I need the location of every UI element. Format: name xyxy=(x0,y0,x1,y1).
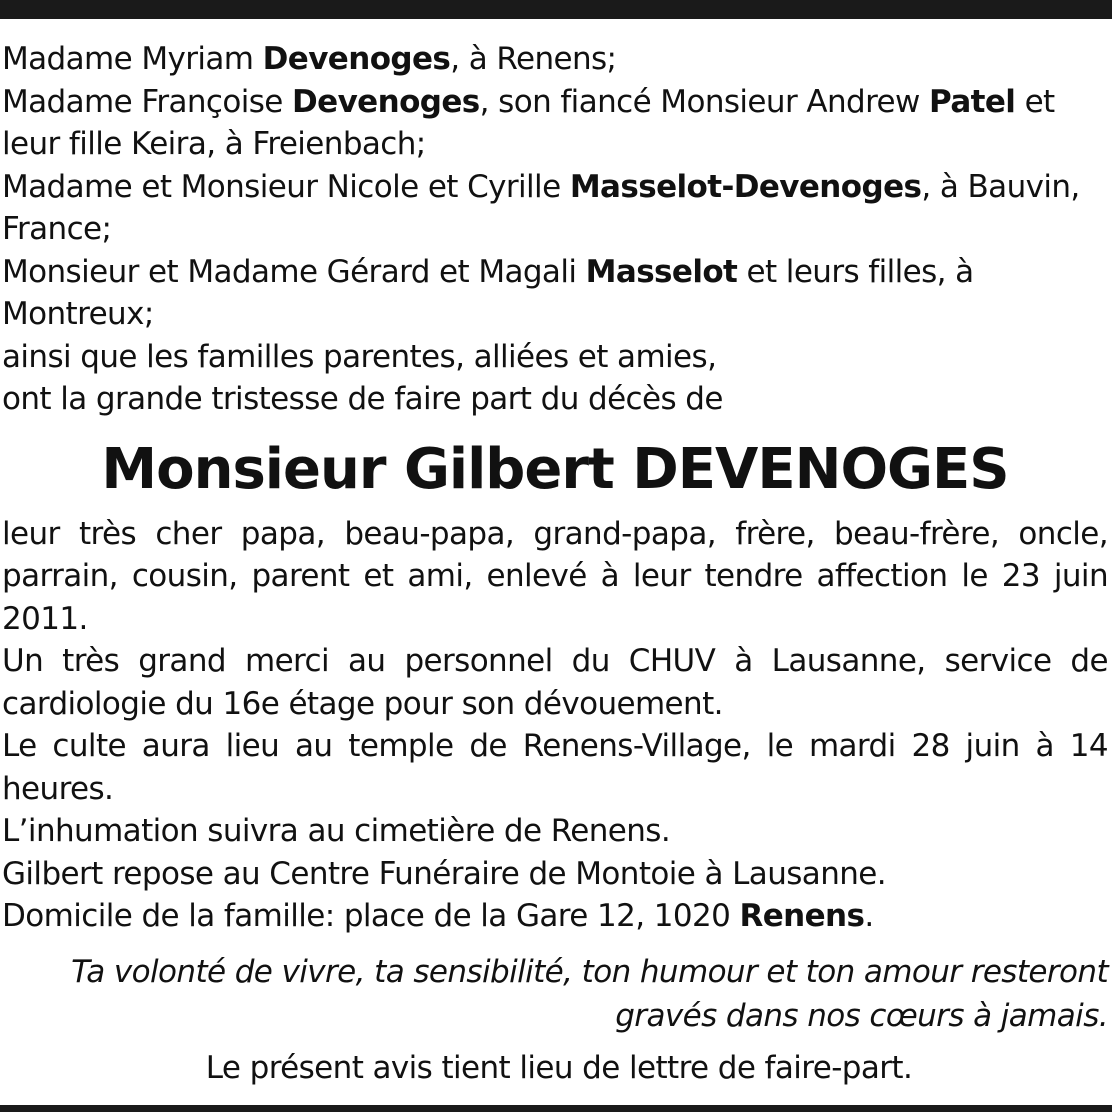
notice-text: Le présent avis tient lieu de lettre de faire-part. xyxy=(205,1049,913,1086)
thanks-text: Un très grand merci au personnel du CHUV à Lausanne, service de cardiologie du 16e étage pour son dévouement. xyxy=(2,643,1108,722)
service-text: Le culte aura lieu au temple de Renens-Village, le mardi 28 juin à 14 heures. xyxy=(2,728,1108,807)
obituary-notice xyxy=(2,38,1108,1090)
family-line: Monsieur et Madame Gérard et Magali Masselot et leurs filles, à Montreux; xyxy=(2,253,974,332)
family-line: Madame Myriam Devenoges, à Renens; xyxy=(2,41,617,77)
family-line: ainsi que les familles parentes, alliées et amies, xyxy=(2,338,717,375)
obituary-details xyxy=(2,513,1108,938)
family-list xyxy=(2,38,1108,421)
announcement-line: ont la grande tristesse de faire part du décès de xyxy=(2,381,723,417)
domicile-text: Domicile de la famille: place de la Gare 12, 1020 Renens. xyxy=(2,898,874,934)
quote-line: Ta volonté de vivre, ta sensibilité, ton humour et ton amour resteront xyxy=(71,953,1108,990)
bottom-rule xyxy=(0,1105,1112,1112)
family-line: Madame Françoise Devenoges, son fiancé Monsieur Andrew Patel et leur fille Keira, à Freienbach; xyxy=(2,83,1055,162)
memorial-quote xyxy=(2,950,1108,1038)
repose-text: Gilbert repose au Centre Funéraire de Montoie à Lausanne. xyxy=(2,855,887,892)
family-line: Madame et Monsieur Nicole et Cyrille Masselot-Devenoges, à Bauvin, France; xyxy=(2,168,1080,247)
deceased-name: Monsieur Gilbert DEVENOGES xyxy=(101,436,1009,502)
top-rule xyxy=(0,0,1112,19)
relation-text: leur très cher papa, beau-papa, grand-papa, frère, beau-frère, oncle, parrain, cousin, parent et ami, enlevé à leur tendre affection le 23 juin 2011. xyxy=(2,515,1108,637)
burial-text: L’inhumation suivra au cimetière de Renens. xyxy=(2,813,671,849)
quote-line: gravés dans nos cœurs à jamais. xyxy=(615,997,1108,1034)
